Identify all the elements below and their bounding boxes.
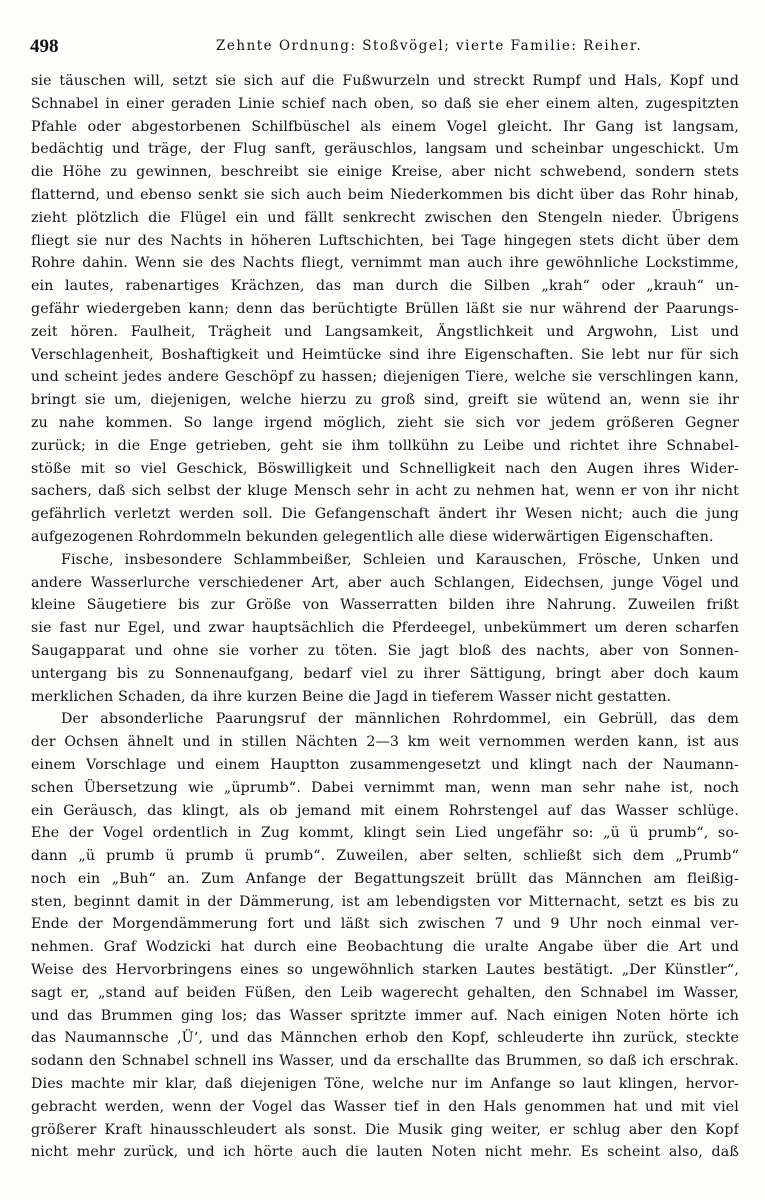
text-line: noch ein „Buh“ an. Zum Anfange der Begattungszeit brüllt das Männchen am fleißig- [31, 870, 739, 887]
text-line: und scheint jedes andere Geschöpf zu hassen; diejenigen Tiere, welche sie verschlingen kann, [31, 369, 739, 386]
text-line: untergang bis zu Sonnenaufgang, bedarf viel zu ihrer Sättigung, bringt aber doch kaum [31, 665, 739, 682]
text-line: zeit hören. Faulheit, Trägheit und Langsamkeit, Ängstlichkeit und Argwohn, List und [31, 323, 739, 340]
text-line: Schnabel in einer geraden Linie schief nach oben, so daß sie eher einem alten, zugespitzten [31, 95, 739, 112]
text-line: die Höhe zu gewinnen, beschreibt sie einige Kreise, aber nicht schwebend, sondern stets [31, 164, 739, 181]
text-line: ein Geräusch, das klingt, als ob jemand mit einem Rohrstengel auf das Wasser schlüge. [31, 802, 739, 819]
text-line: gefähr wiedergeben kann; denn das berüchtigte Brüllen läßt sie nur während der Paarungs- [31, 300, 739, 317]
text-line: Dies machte mir klar, daß diejenigen Töne, welche nur im Anfange so laut klingen, hervor- [31, 1076, 739, 1093]
text-line: der Ochsen ähnelt und in stillen Nächten 2—3 km weit vernommen werden kann, ist aus [31, 734, 739, 751]
text-line: nicht mehr zurück, und ich hörte auch die lauten Noten nicht mehr. Es scheint also, daß [31, 1144, 739, 1161]
running-head: Zehnte Ordnung: Stoßvögel; vierte Familie: Reiher. [216, 38, 643, 54]
text-line: sie fast nur Egel, und zwar hauptsächlich die Pferdeegel, unbekümmert um deren scharfen [31, 620, 739, 637]
text-line: Ende der Morgendämmerung fort und läßt sich zwischen 7 und 9 Uhr noch einmal ver- [31, 916, 739, 933]
text-line: schen Übersetzung wie „üprumb“. Dabei vernimmt man, wenn man sehr nahe ist, noch [31, 779, 739, 796]
paragraph-start-line: Der absonderliche Paarungsruf der männlichen Rohrdommel, ein Gebrüll, das dem [61, 711, 739, 728]
text-line: sagt er, „stand auf beiden Füßen, den Leib wagerecht gehalten, den Schnabel im Wasser, [31, 984, 739, 1001]
paragraph-start-line: Fische, insbesondere Schlammbeißer, Schleien und Karauschen, Frösche, Unken und [61, 551, 739, 568]
text-line: sten, beginnt damit in der Dämmerung, ist am lebendigsten vor Mitternacht, setzt es bis zu [31, 893, 739, 910]
text-line: das Naumannsche ‚Ü‘, und das Männchen erhob den Kopf, schleuderte ihn zurück, steckte [31, 1030, 739, 1047]
text-line: andere Wasserlurche verschiedener Art, aber auch Schlangen, Eidechsen, junge Vögel und [31, 574, 739, 591]
page-header [30, 36, 740, 58]
body-text [31, 70, 739, 1164]
text-line: nehmen. Graf Wodzicki hat durch eine Beobachtung die uralte Angabe über die Art und [31, 939, 739, 956]
text-line: flatternd, und ebenso senkt sie sich auch beim Niederkommen bis dicht über das Rohr hinab, [31, 186, 739, 203]
text-line: Verschlagenheit, Boshaftigkeit und Heimtücke sind ihre Eigenschaften. Sie lebt nur für sich [31, 346, 739, 363]
text-line: bringt sie um, diejenigen, welche hierzu zu groß sind, greift sie wütend an, wenn sie ihr [31, 392, 739, 409]
text-line: gefährlich verletzt werden soll. Die Gefangenschaft ändert ihr Wesen nicht; auch die jung [31, 506, 739, 523]
text-line: gebracht werden, wenn der Vogel das Wasser tief in den Hals genommen hat und mit viel [31, 1098, 739, 1115]
text-line: stöße mit so viel Geschick, Böswilligkeit und Schnelligkeit nach den Augen ihres Wider- [31, 460, 739, 477]
text-line: und das Brummen ging los; das Wasser spritzte immer auf. Nach einigen Noten hörte ich [31, 1007, 739, 1024]
paragraph-end-line: aufgezogenen Rohrdommeln bekunden gelegentlich alle diese widerwärtigen Eigenschaften. [31, 528, 714, 545]
paragraph-end-line: merklichen Schaden, da ihre kurzen Beine die Jagd in tieferem Wasser nicht gestatten. [31, 688, 672, 705]
text-line: Ehe der Vogel ordentlich in Zug kommt, klingt sein Lied ungefähr so: „ü ü prumb“, so- [31, 825, 739, 842]
text-line: Saugapparat und ohne sie vorher zu töten. Sie jagt bloß des nachts, aber von Sonnen- [31, 642, 739, 659]
text-line: Rohre dahin. Wenn sie des Nachts fliegt, vernimmt man auch ihre gewöhnliche Lockstimme, [31, 255, 739, 272]
text-line: bedächtig und träge, der Flug sanft, geräuschlos, langsam und scheinbar ungeschickt. Um [31, 141, 739, 158]
text-line: Weise des Hervorbringens eines so ungewöhnlich starken Lautes bestätigt. „Der Künstler“, [31, 962, 739, 979]
text-line: sachers, daß sich selbst der kluge Mensch sehr in acht zu nehmen hat, wenn er von ihr nicht [31, 483, 739, 500]
text-line: sodann den Schnabel schnell ins Wasser, und da erschallte das Brummen, so daß ich erschrak. [31, 1053, 739, 1070]
text-line: kleine Säugetiere bis zur Größe von Wasserratten bilden ihre Nahrung. Zuweilen frißt [31, 597, 739, 614]
text-line: sie täuschen will, setzt sie sich auf die Fußwurzeln und streckt Rumpf und Hals, Kopf und [31, 73, 739, 89]
text-line: zurück; in die Enge getrieben, geht sie ihm tollkühn zu Leibe und richtet ihre Schnabel- [31, 437, 739, 454]
text-line: einem Vorschlage und einem Hauptton zusammengesetzt und klingt nach der Naumann- [31, 756, 739, 773]
text-line: fliegt sie nur des Nachts in höheren Luftschichten, bei Tage hingegen stets dicht über dem [31, 232, 739, 249]
page-number: 498 [30, 36, 59, 57]
text-line: zu nahe kommen. So lange irgend möglich, zieht sie sich vor jedem größeren Gegner [31, 414, 739, 431]
text-line: Pfahle oder abgestorbenen Schilfbüschel als einem Vogel gleicht. Ihr Gang ist langsam, [31, 118, 739, 135]
text-line: dann „ü prumb ü prumb ü prumb“. Zuweilen, aber selten, schließt sich dem „Prumb“ [31, 848, 739, 865]
text-line: ein lautes, rabenartiges Krächzen, das man durch die Silben „krah“ oder „krauh“ un- [31, 278, 739, 295]
text-line: zieht plötzlich die Flügel ein und fällt senkrecht zwischen den Stengeln nieder. Übrigens [31, 209, 739, 226]
text-line: größerer Kraft hinausschleudert als sonst. Die Musik ging weiter, er schlug aber den Kopf [31, 1121, 739, 1138]
